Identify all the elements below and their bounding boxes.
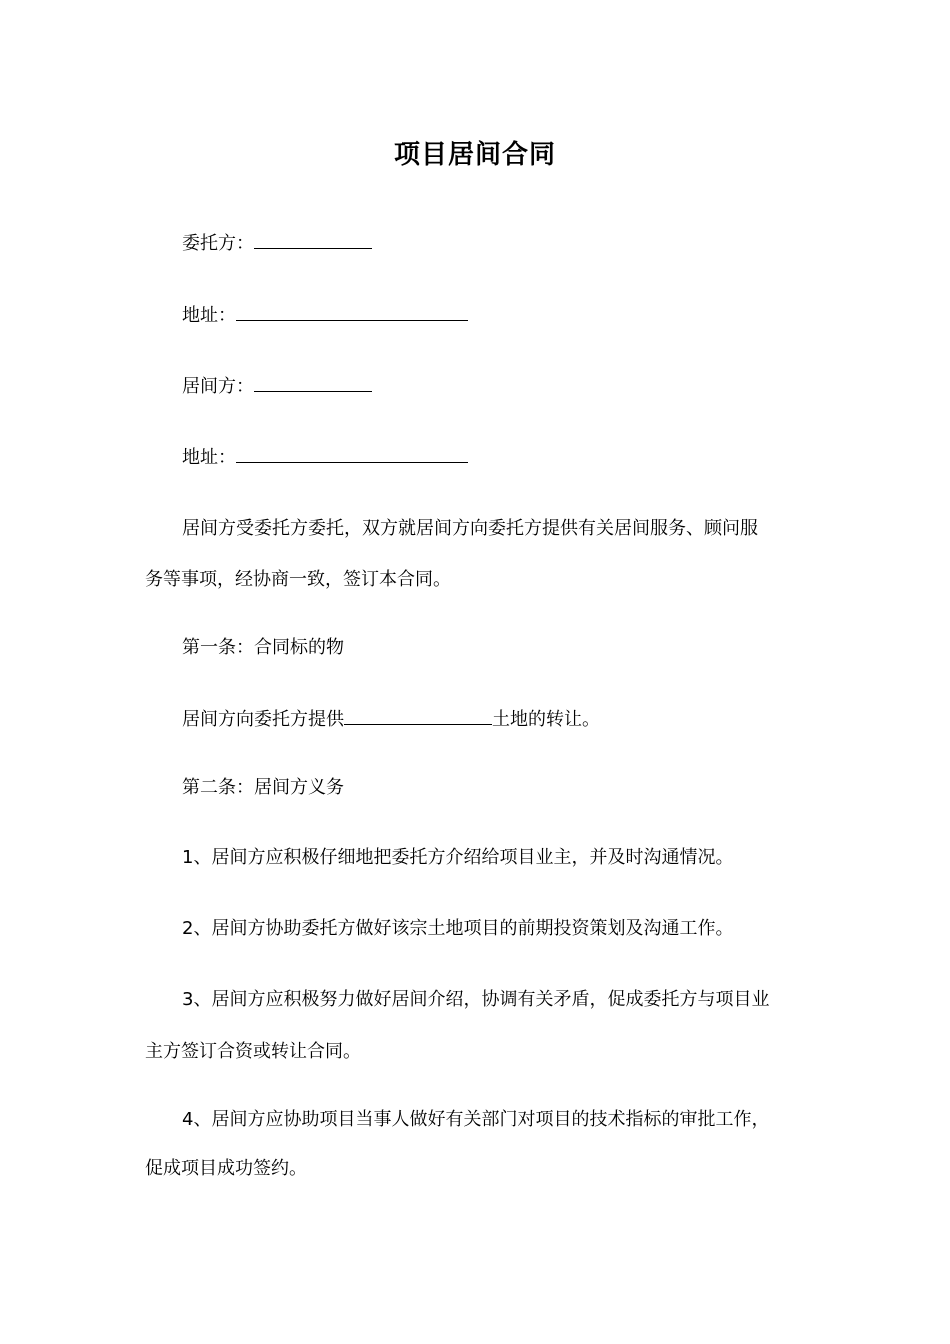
intro-paragraph-line2: 务等事项，经协商一致，签订本合同。: [145, 569, 451, 590]
client-blank: [254, 230, 372, 249]
article2-item-3-line2: 主方签订合资或转让合同。: [145, 1041, 361, 1062]
client-field: [182, 230, 372, 256]
client-address-label: 地址：: [182, 305, 236, 326]
article2-item-3-line1: 3、居间方应积极努力做好居间介绍，协调有关矛盾，促成委托方与项目业: [182, 989, 770, 1010]
intro-paragraph-line1: 居间方受委托方委托，双方就居间方向委托方提供有关居间服务、顾问服: [182, 518, 758, 539]
broker-blank: [254, 373, 372, 392]
article1-suffix: 土地的转让。: [492, 709, 600, 730]
article1-heading: 第一条：合同标的物: [182, 637, 344, 658]
article2-item-4-line2: 促成项目成功签约。: [145, 1158, 307, 1179]
client-address-field: [182, 302, 468, 328]
article1-prefix: 居间方向委托方提供: [182, 709, 344, 730]
broker-address-field: [182, 444, 468, 470]
broker-address-blank: [236, 444, 468, 463]
broker-label: 居间方：: [182, 376, 254, 397]
client-address-blank: [236, 302, 468, 321]
client-label: 委托方：: [182, 233, 254, 254]
article2-item-2: 2、居间方协助委托方做好该宗土地项目的前期投资策划及沟通工作。: [182, 918, 734, 939]
broker-field: [182, 373, 372, 399]
article2-item-1: 1、居间方应积极仔细地把委托方介绍给项目业主，并及时沟通情况。: [182, 847, 734, 868]
article2-item-4-line1: 4、居间方应协助项目当事人做好有关部门对项目的技术指标的审批工作，: [182, 1109, 770, 1130]
document-title: 项目居间合同: [393, 140, 556, 170]
article1-body: [182, 706, 600, 732]
article1-blank: [344, 706, 492, 725]
broker-address-label: 地址：: [182, 447, 236, 468]
article2-heading: 第二条：居间方义务: [182, 777, 344, 798]
